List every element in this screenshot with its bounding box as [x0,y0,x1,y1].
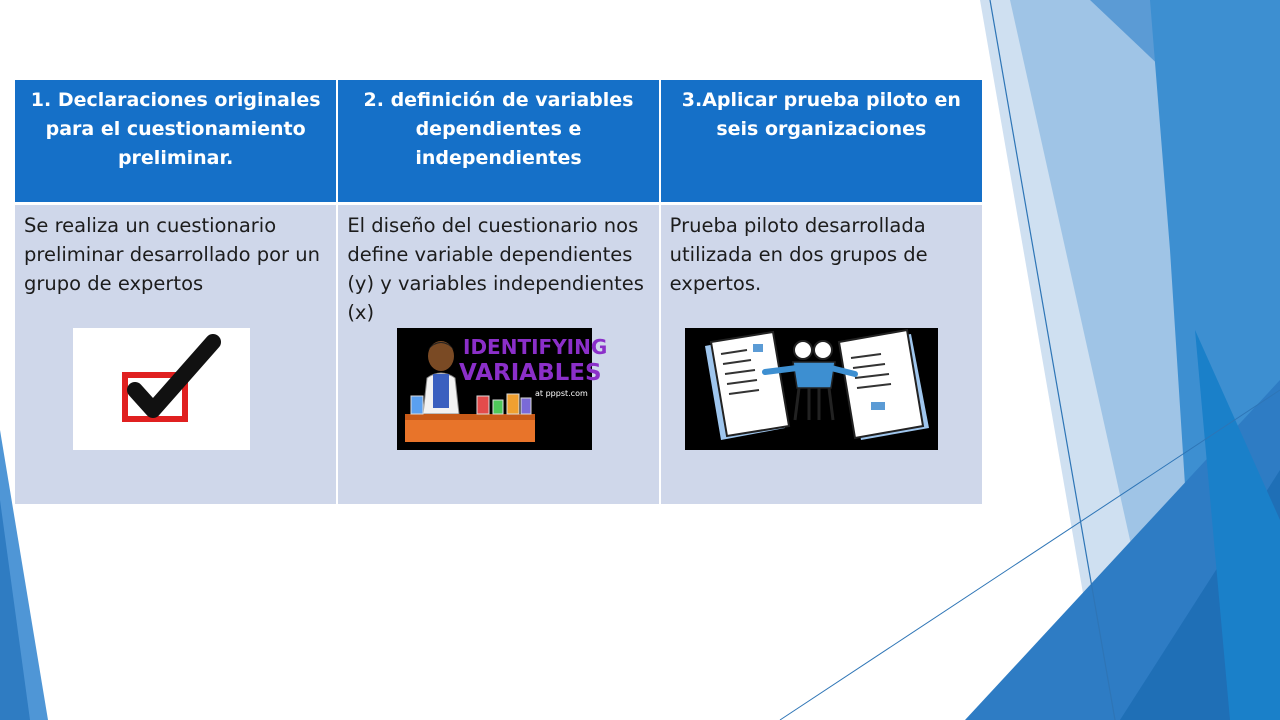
table-header-row [15,80,982,204]
identifying-site: at pppst.com [535,389,588,398]
scientist-illustration [397,328,608,450]
body-cell-3-text: Prueba piloto desarrollada utilizada en dos grupos de expertos. [669,214,928,295]
comparing-documents-illustration [685,328,938,450]
header-cell-1: 1. Declaraciones originales para el cuestionamiento preliminar. [15,80,337,204]
header-cell-2: 2. definición de variables dependientes e independientes [337,80,659,204]
checkmark-icon [73,328,250,450]
identifying-title-line2: VARIABLES [459,360,602,386]
body-cell-1-text: Se realiza un cuestionario preliminar desarrollado por un grupo de expertos [24,214,320,295]
body-cell-2-text: El diseño del cuestionario nos define variable dependientes (y) y variables independientes (x) [347,214,644,324]
identifying-title-line1: IDENTIFYING [463,335,608,359]
header-cell-3: 3.Aplicar prueba piloto en seis organizaciones [660,80,982,204]
